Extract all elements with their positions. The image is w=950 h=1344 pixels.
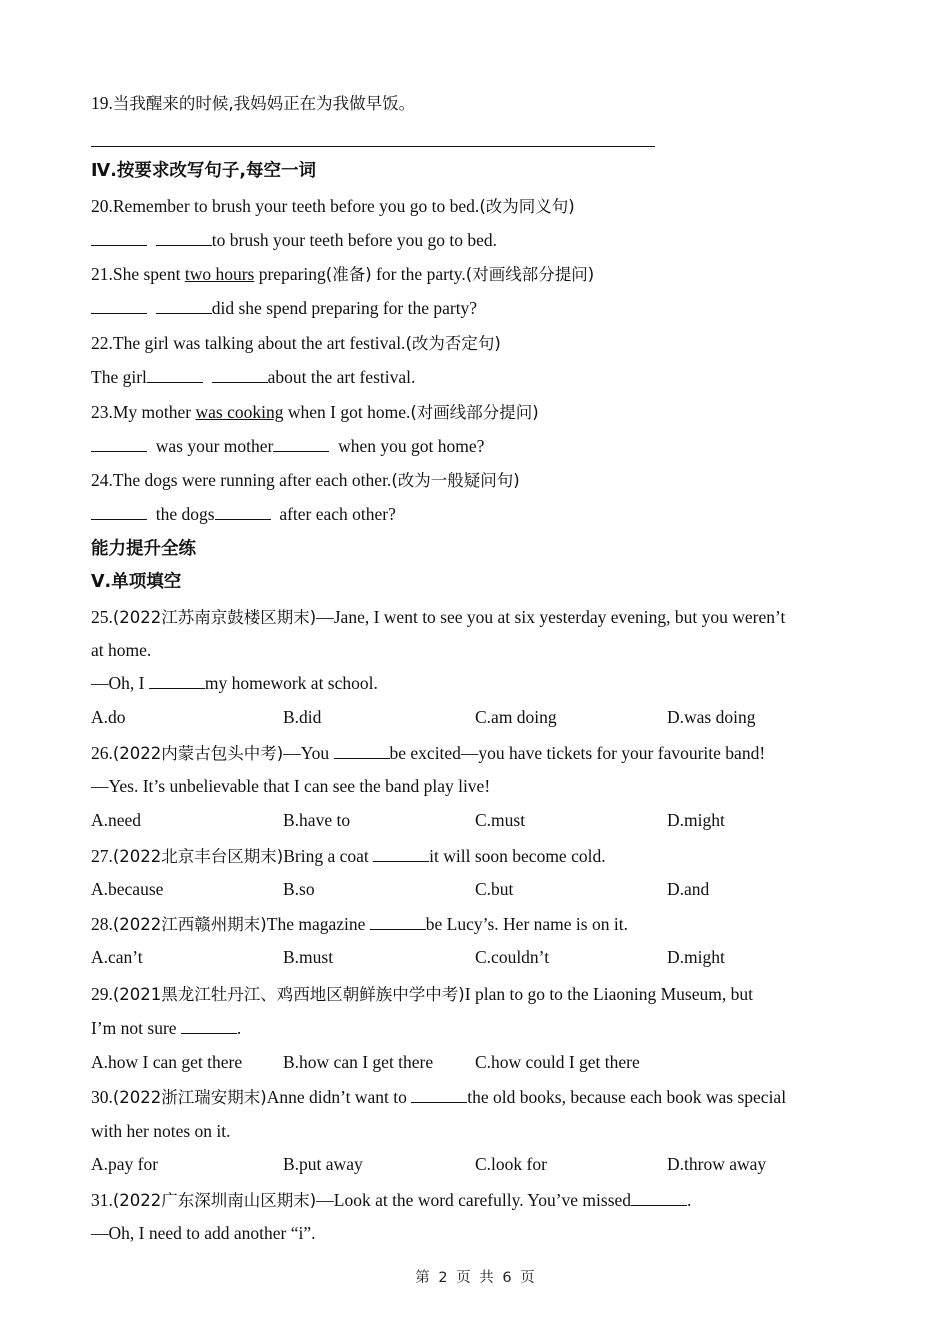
q26-post: be excited—you have tickets for your favourite band! [389,743,766,763]
q30-pre: Anne didn’t want to [266,1087,412,1107]
q29-post: . [236,1018,242,1038]
q23-answer-mid: was your mother [155,436,274,456]
q26-option-c[interactable]: C.must [475,810,526,830]
q25-option-a[interactable]: A.do [91,707,126,727]
q23-pre: 23.My mother [91,402,196,422]
q29-line1 [91,983,753,1006]
q26-option-a[interactable]: A.need [91,810,142,830]
q21-pre: 21.She spent [91,264,185,284]
q31-line2: —Oh, I need to add another “i”. [91,1223,316,1243]
q30-blank[interactable] [411,1087,467,1103]
q30-source: (2022浙江瑞安期末) [112,1088,267,1107]
q21-stem [91,263,594,286]
q20-answer [91,229,497,251]
q29-text-2: I’m not sure [91,1018,181,1038]
q26-option-d[interactable]: D.might [667,810,725,830]
q22-blank-2[interactable] [212,367,268,383]
q19-text: 当我醒来的时候,我妈妈正在为我做早饭。 [112,94,416,113]
q24-stem-text: 24.The dogs were running after each other. [91,470,392,490]
q29-option-b[interactable]: B.how can I get there [283,1052,434,1072]
q22-note: (改为否定句) [405,334,501,353]
q27-option-a[interactable]: A.because [91,879,164,899]
q28-option-d[interactable]: D.might [667,947,725,967]
q22-stem-text: 22.The girl was talking about the art festival. [91,333,406,353]
q20-answer-tail: to brush your teeth before you go to bed. [211,230,498,250]
q25-option-d[interactable]: D.was doing [667,707,756,727]
q31-line1 [91,1189,691,1212]
footer-label-1: 第 [415,1270,430,1286]
q21-answer-tail: did she spend preparing for the party? [211,298,478,318]
q27-pre: Bring a coat [283,846,374,866]
q25-pre: —Oh, I [91,673,149,693]
q24-blank-1[interactable] [91,504,147,520]
q28-option-b[interactable]: B.must [283,947,334,967]
q31-number: 31. [91,1190,113,1210]
q27-option-d[interactable]: D.and [667,879,710,899]
footer-label-3: 共 [479,1270,494,1286]
q20-stem [91,195,575,218]
q29-blank[interactable] [181,1018,237,1034]
q31-blank[interactable] [631,1190,687,1206]
page-footer [0,1266,950,1287]
q21-note: (对画线部分提问) [465,265,595,284]
q25-line2: at home. [91,640,152,660]
q23-note: (对画线部分提问) [410,403,539,422]
q22-answer [91,366,415,388]
q25-line3 [91,672,378,694]
q26-number: 26. [91,743,113,763]
q27-post: it will soon become cold. [429,846,606,866]
q31-pre: —Look at the word carefully. You’ve missed [316,1190,632,1210]
q24-stem [91,469,520,492]
q22-answer-head: The girl [91,367,147,387]
q31-source: (2022广东深圳南山区期末) [112,1191,317,1210]
q21-cn: (准备) [325,265,372,284]
q28-pre: The magazine [266,914,370,934]
q19-answer-line[interactable] [91,146,655,147]
q30-option-b[interactable]: B.put away [283,1154,363,1174]
q29-option-c[interactable]: C.how could I get there [475,1052,640,1072]
q30-line1 [91,1086,786,1109]
q26-source: (2022内蒙古包头中考) [112,744,284,763]
q21-blank-1[interactable] [91,298,147,314]
q22-stem [91,332,501,355]
q23-underlined: was cooking [195,402,284,422]
q24-blank-2[interactable] [215,504,271,520]
q28-option-a[interactable]: A.can’t [91,947,143,967]
q22-answer-tail: about the art festival. [267,367,416,387]
q21-blank-2[interactable] [156,298,212,314]
q19-line [91,92,415,115]
q31-post: . [687,1190,692,1210]
q23-post: when I got home. [283,402,411,422]
q26-option-b[interactable]: B.have to [283,810,351,830]
q23-answer-tail: when you got home? [338,436,485,456]
q30-line2: with her notes on it. [91,1121,231,1141]
q30-number: 30. [91,1087,113,1107]
q28-option-c[interactable]: C.couldn’t [475,947,550,967]
q30-option-d[interactable]: D.throw away [667,1154,767,1174]
q29-text-1: I plan to go to the Liaoning Museum, but [464,984,753,1004]
q25-option-c[interactable]: C.am doing [475,707,557,727]
q23-answer [91,435,484,457]
q21-answer [91,297,477,319]
footer-label-2: 页 [456,1270,471,1286]
q25-blank[interactable] [149,673,205,689]
q28-number: 28. [91,914,113,934]
q20-note: (改为同义句) [479,197,575,216]
q21-underlined: two hours [184,264,255,284]
footer-total-pages: 6 [502,1270,512,1286]
q25-source: (2022江苏南京鼓楼区期末) [112,608,317,627]
q29-source: (2021黑龙江牡丹江、鸡西地区朝鲜族中学中考) [112,985,465,1004]
q25-text-1: —Jane, I went to see you at six yesterday evening, but you weren’t [316,607,786,627]
q24-note: (改为一般疑问句) [391,471,520,490]
q23-blank-1[interactable] [91,436,147,452]
q23-blank-2[interactable] [273,436,329,452]
q30-option-a[interactable]: A.pay for [91,1154,159,1174]
q21-mid: preparing [254,264,326,284]
q20-blank-2[interactable] [156,230,212,246]
q27-option-c[interactable]: C.but [475,879,514,899]
q25-option-b[interactable]: B.did [283,707,322,727]
section5-title: Ⅴ.单项填空 [91,572,182,592]
q26-line2: —Yes. It’s unbelievable that I can see the band play live! [91,776,491,796]
q28-blank[interactable] [370,914,426,930]
q27-line1 [91,845,606,868]
q20-stem-text: 20.Remember to brush your teeth before you go to bed. [91,196,480,216]
q27-number: 27. [91,846,113,866]
q21-post: for the party. [371,264,466,284]
q24-answer-tail: after each other? [279,504,396,524]
q28-post: be Lucy’s. Her name is on it. [425,914,628,934]
q22-blank-1[interactable] [147,367,203,383]
q28-line1 [91,913,628,936]
q19-number: 19. [91,93,113,113]
q25-post: my homework at school. [204,673,378,693]
q25-number: 25. [91,607,113,627]
footer-page-number: 2 [438,1270,448,1286]
q23-stem [91,401,539,424]
q29-number: 29. [91,984,113,1004]
q28-source: (2022江西赣州期末) [112,915,267,934]
q27-blank[interactable] [373,846,429,862]
q26-pre: —You [283,743,334,763]
q30-option-c[interactable]: C.look for [475,1154,547,1174]
q20-blank-1[interactable] [91,230,147,246]
section-improve-title: 能力提升全练 [91,539,196,559]
q25-line1 [91,606,785,629]
q29-option-a[interactable]: A.how I can get there [91,1052,243,1072]
q30-post: the old books, because each book was special [467,1087,787,1107]
section4-title: Ⅳ.按要求改写句子,每空一词 [91,161,317,181]
q26-line1 [91,742,765,765]
q27-option-b[interactable]: B.so [283,879,315,899]
footer-label-4: 页 [520,1270,535,1286]
q24-answer-mid: the dogs [155,504,215,524]
q24-answer [91,503,396,525]
q26-blank[interactable] [334,743,390,759]
q29-line2 [91,1017,241,1039]
q27-source: (2022北京丰台区期末) [112,847,284,866]
